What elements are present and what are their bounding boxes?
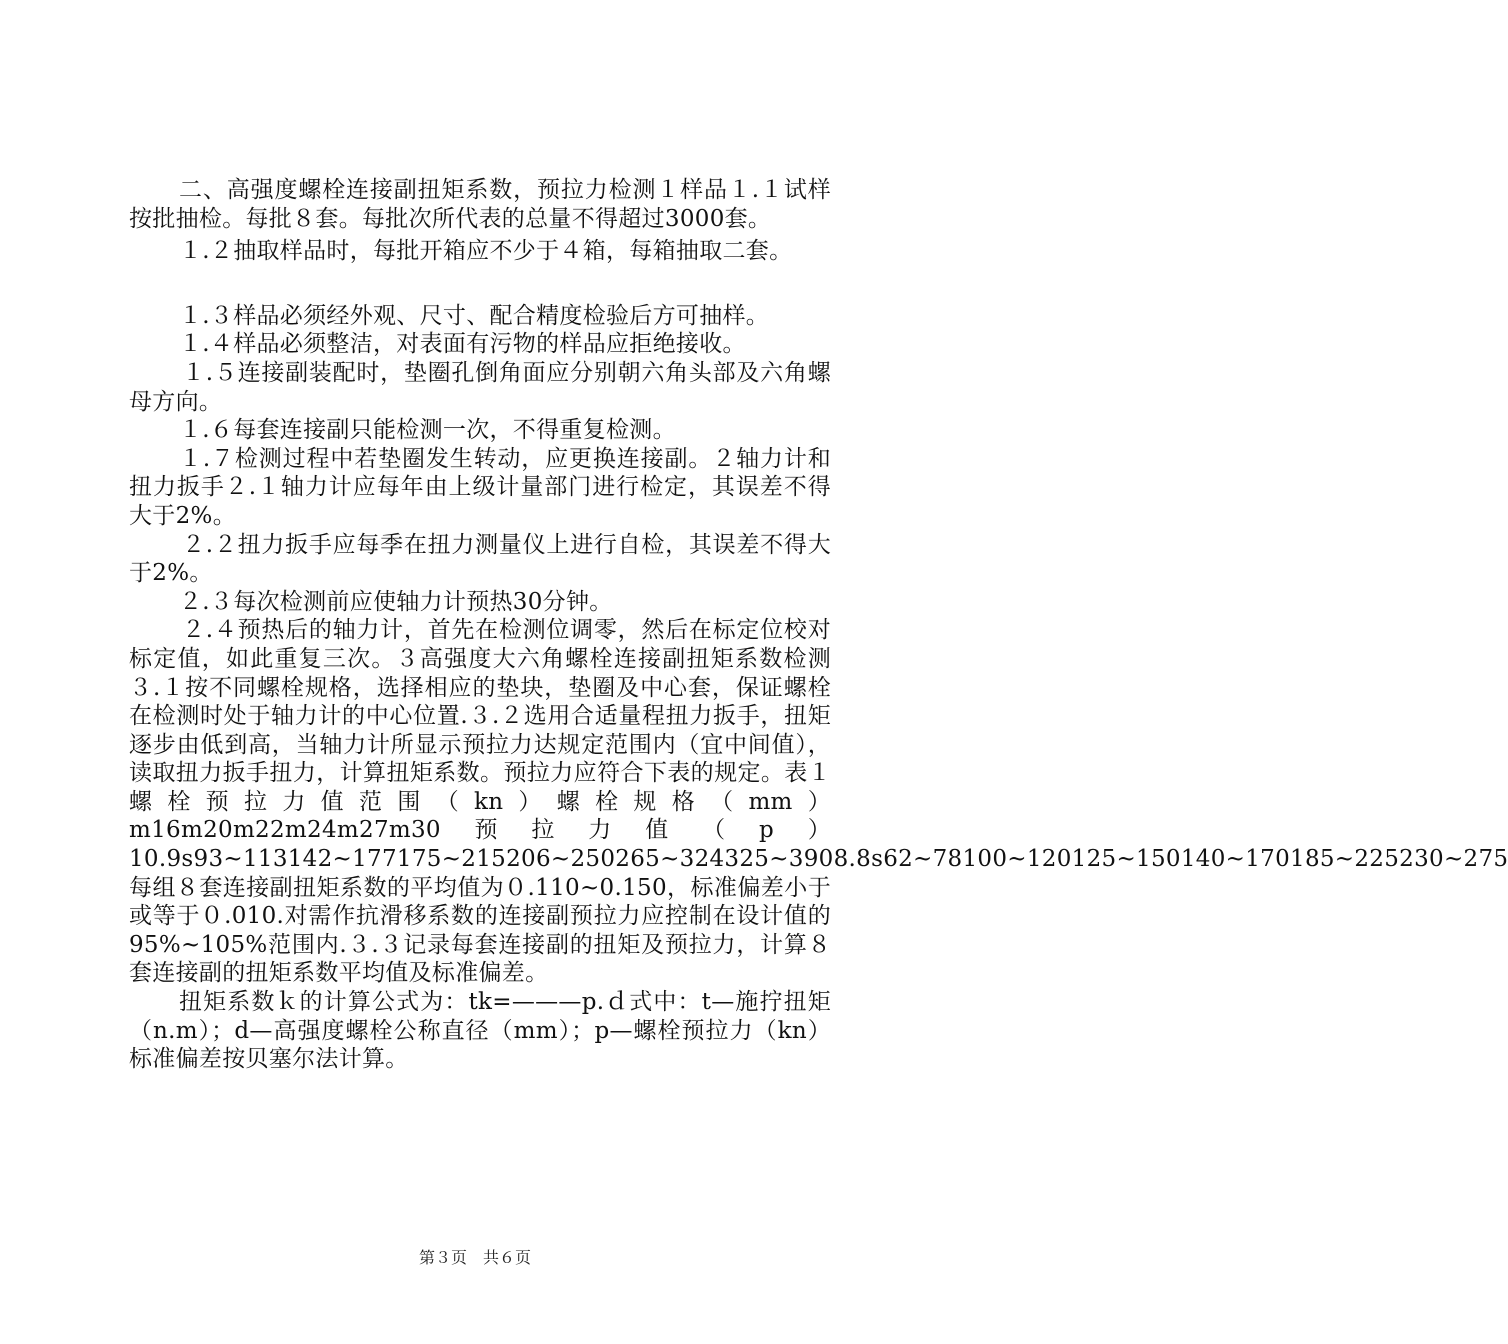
page-footer: 第３页 共６页 bbox=[418, 1248, 531, 1267]
paragraph-6: １.６每套连接副只能检测一次，不得重复检测。 bbox=[179, 417, 676, 444]
paragraph-4: １.４样品必须整洁，对表面有污物的样品应拒绝接收。 bbox=[179, 331, 746, 358]
paragraph-8: ２.２扭力扳手应每季在扭力测量仪上进行自检，其误差不得大于2%。 bbox=[129, 531, 831, 587]
paragraph-9: ２.３每次检测前应使轴力计预热30分钟。 bbox=[179, 588, 613, 615]
paragraph-5: １.５连接副装配时，垫圈孔倒角面应分别朝六角头部及六角螺母方向。 bbox=[129, 359, 831, 415]
paragraph-2: １.２抽取样品时，每批开箱应不少于４箱，每箱抽取二套。 bbox=[179, 238, 793, 265]
paragraph-7: １.７检测过程中若垫圈发生转动，应更换连接副。２轴力计和扭力扳手２.１轴力计应每年由上级计量部门进行检定，其误差不得大于2%。 bbox=[129, 445, 831, 529]
paragraph-11: 扭矩系数ｋ的计算公式为：tk=———p.ｄ式中：t—施拧扭矩（n.m）；d—高强度螺栓公称直径（mm）；p—螺栓预拉力（kn）标准偏差按贝塞尔法计算。 bbox=[129, 989, 831, 1073]
paragraph-10: ２.４预热后的轴力计，首先在检测位调零，然后在标定位校对标定值，如此重复三次。３高强度大六角螺栓连接副扭矩系数检测３.１按不同螺栓规格，选择相应的垫块，垫圈及中心套，保证螺栓在检测时处于轴力计的中心位置.３.２选用合适量程扭力扳手，扭矩逐步由低到高，当轴力计所显示预拉力达规定范围内（宜中间值），读取扭力扳手扭力，计算扭矩系数。预拉力应符合下表的规定。表１螺栓预拉力值范围（kn）螺栓规格（mm）m16m20m22m24m27m30预拉力值（p）10.9s93~113142~177175~215206~250265~324325~3908.8s62~78100~120125~150140~170185~225230~275每组８套连接副扭矩系数的平均值为０.110~0.150，标准偏差小于或等于０.010.对需作抗滑移系数的连接副预拉力应控制在设计值的95%~105%范围内.３.３记录每套连接副的扭矩及预拉力，计算８套连接副的扭矩系数平均值及标准偏差。 bbox=[129, 617, 1508, 987]
paragraph-1: 二、高强度螺栓连接副扭矩系数，预拉力检测１样品１.１试样按批抽检。每批８套。每批次所代表的总量不得超过3000套。 bbox=[129, 177, 831, 232]
paragraph-3: １.３样品必须经外观、尺寸、配合精度检验后方可抽样。 bbox=[179, 302, 770, 329]
body-text bbox=[129, 176, 1508, 1074]
